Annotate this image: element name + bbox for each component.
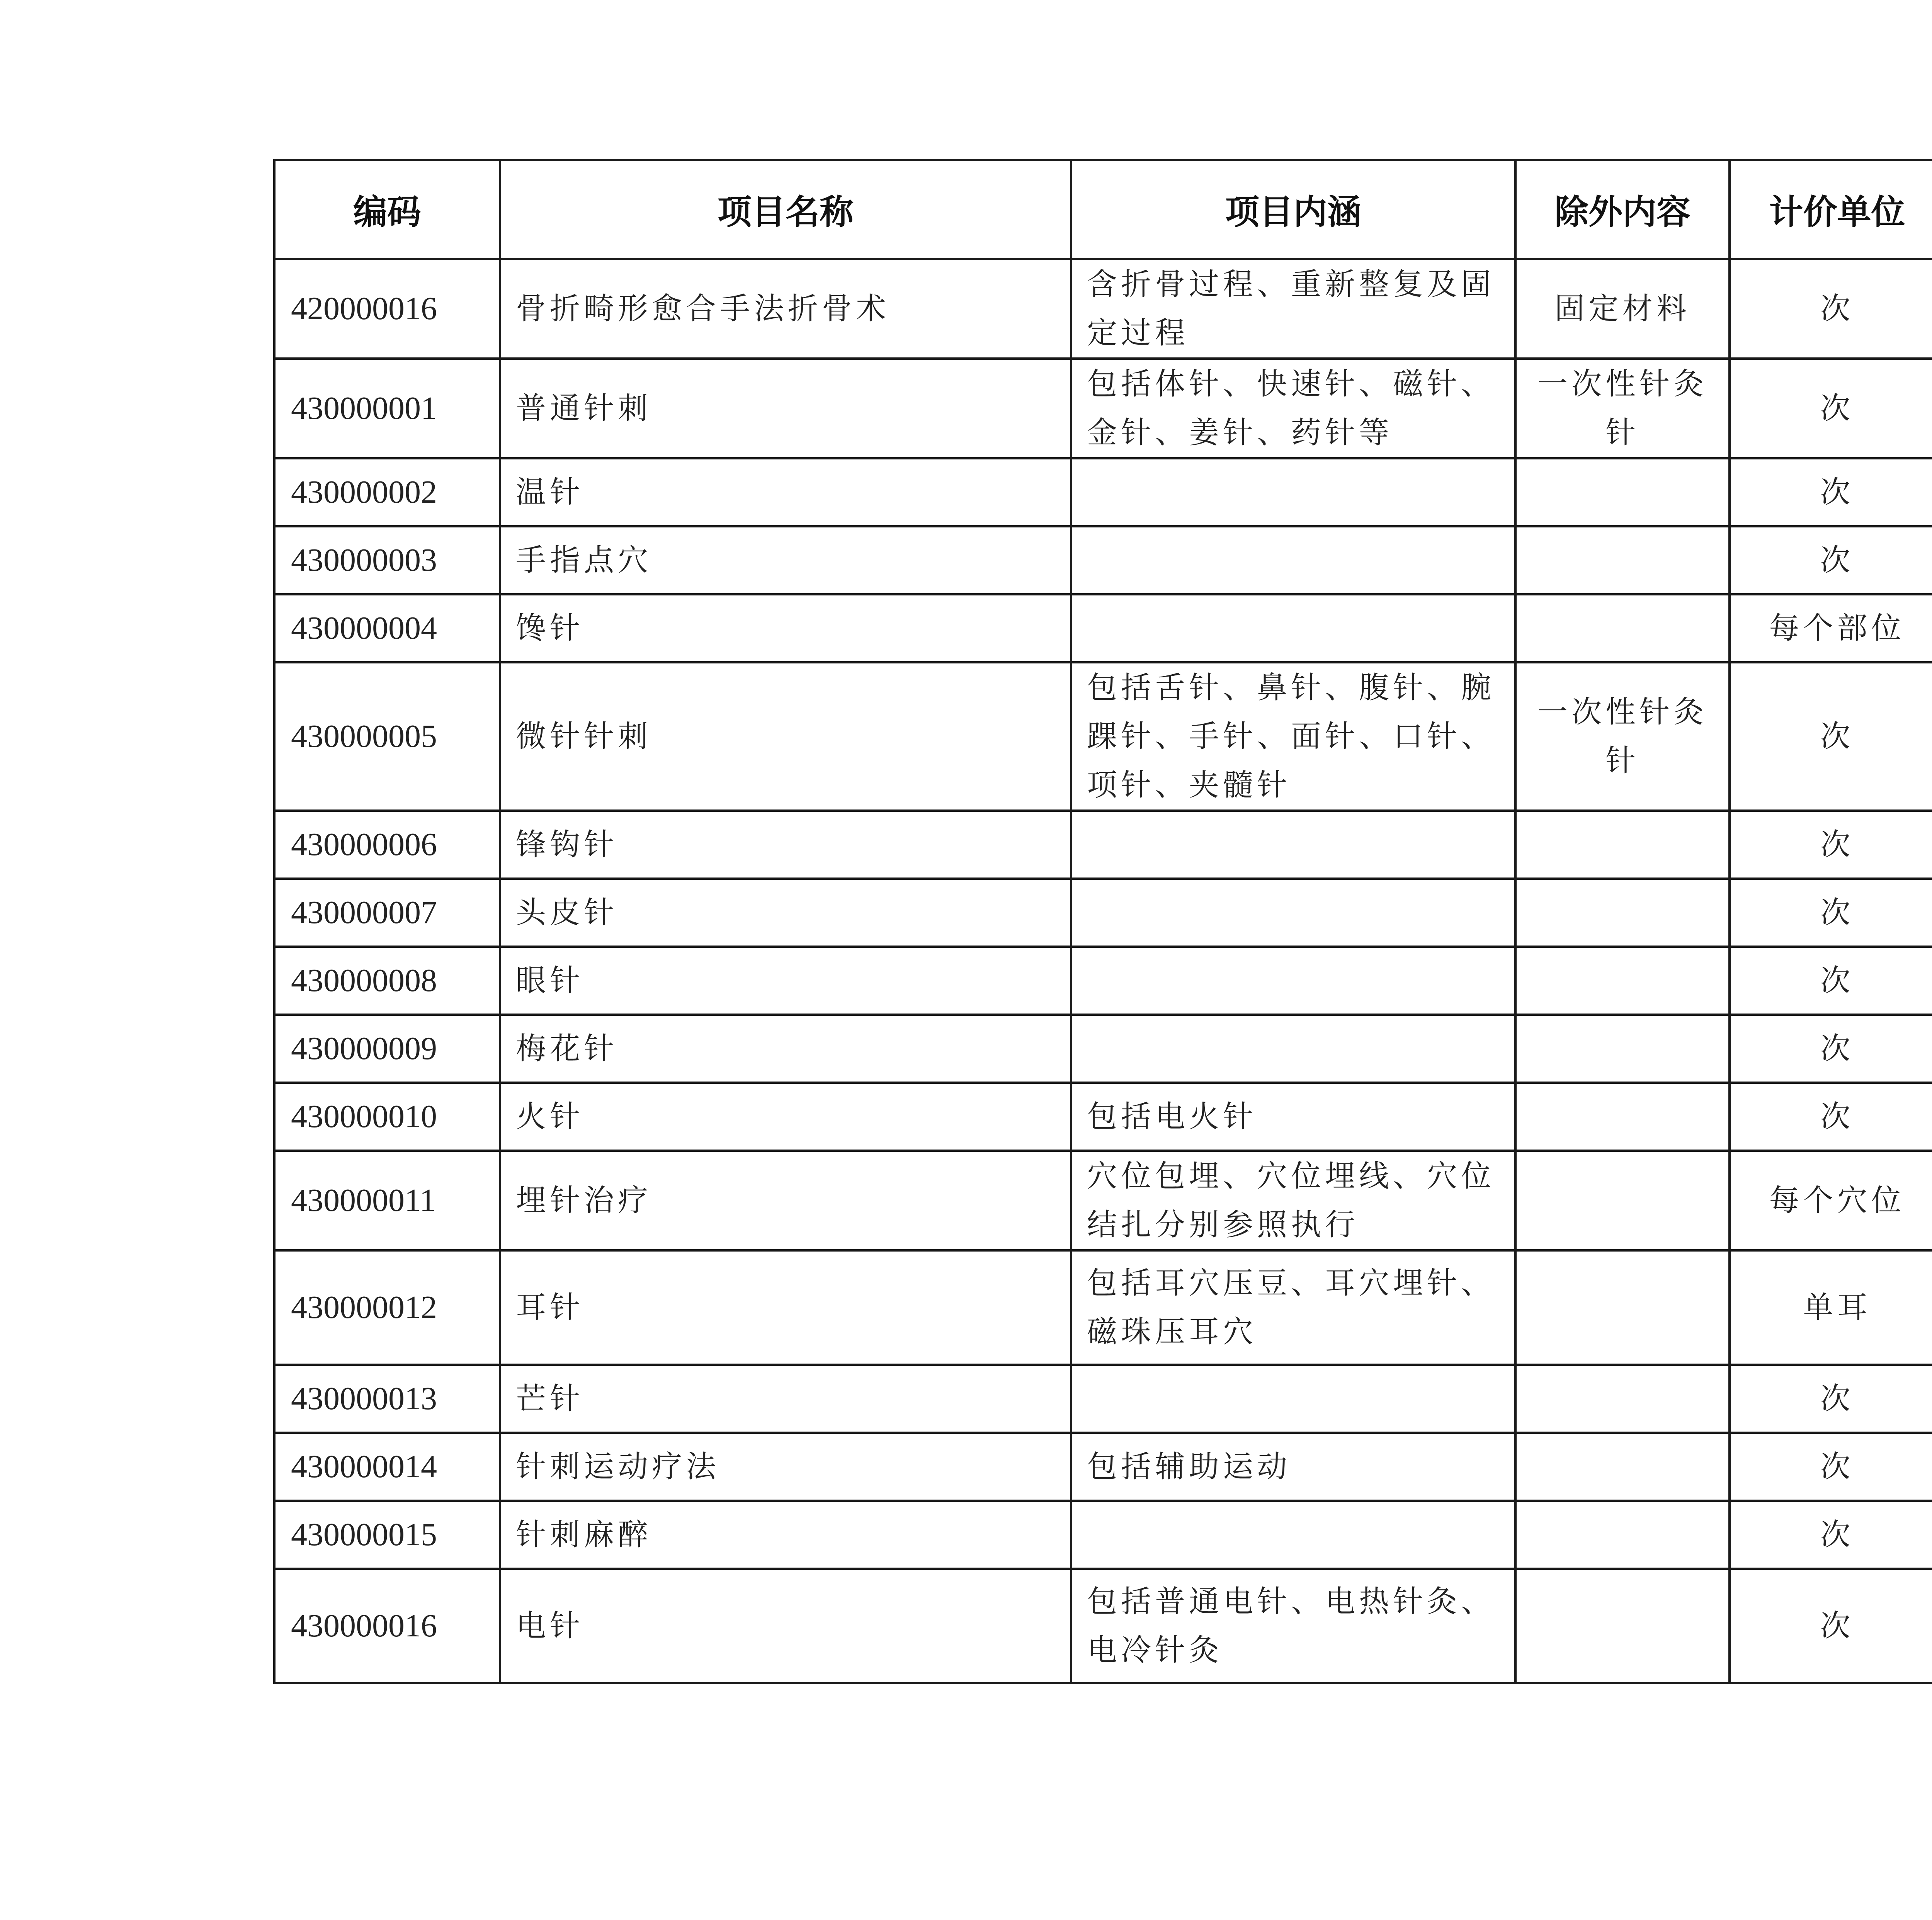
cell-excluded [1515,1433,1730,1501]
table-row [274,1015,1932,1083]
cell-code: 430000003 [274,526,500,594]
table-row [274,594,1932,662]
table-row [274,662,1932,811]
cell-content [1071,811,1515,879]
cell-unit: 次 [1730,1365,1932,1433]
cell-code: 420000016 [274,259,500,359]
cell-code: 430000014 [274,1433,500,1501]
cell-code: 430000016 [274,1569,500,1683]
cell-code: 430000008 [274,947,500,1015]
cell-name: 芒针 [500,1365,1071,1433]
cell-unit: 次 [1730,1083,1932,1151]
cell-content [1071,1015,1515,1083]
table-row [274,1501,1932,1569]
cell-code: 430000001 [274,359,500,458]
cell-content [1071,458,1515,526]
cell-unit: 次 [1730,662,1932,811]
cell-excluded [1515,1501,1730,1569]
cell-content [1071,947,1515,1015]
cell-name: 锋钩针 [500,811,1071,879]
cell-name: 头皮针 [500,879,1071,947]
cell-unit: 次 [1730,458,1932,526]
table-row [274,1569,1932,1683]
cell-unit: 次 [1730,1015,1932,1083]
cell-excluded [1515,1250,1730,1365]
cell-unit: 次 [1730,1501,1932,1569]
cell-name: 耳针 [500,1250,1071,1365]
cell-code: 430000004 [274,594,500,662]
cell-excluded [1515,811,1730,879]
cell-name: 手指点穴 [500,526,1071,594]
cell-excluded [1515,1151,1730,1250]
cell-content: 包括普通电针、电热针灸、电冷针灸 [1071,1569,1515,1683]
cell-excluded [1515,947,1730,1015]
cell-unit: 次 [1730,359,1932,458]
cell-excluded [1515,458,1730,526]
cell-content [1071,594,1515,662]
cell-content [1071,526,1515,594]
table-row [274,259,1932,359]
table-row [274,1151,1932,1250]
cell-unit: 次 [1730,1569,1932,1683]
cell-code: 430000006 [274,811,500,879]
cell-unit: 每个部位 [1730,594,1932,662]
cell-name: 针刺麻醉 [500,1501,1071,1569]
table-row [274,1083,1932,1151]
cell-excluded: 一次性针灸针 [1515,662,1730,811]
cell-code: 430000007 [274,879,500,947]
header-excluded: 除外内容 [1515,160,1730,259]
cell-content [1071,1365,1515,1433]
header-name: 项目名称 [500,160,1071,259]
table-row [274,1433,1932,1501]
cell-name: 温针 [500,458,1071,526]
cell-code: 430000009 [274,1015,500,1083]
cell-excluded [1515,594,1730,662]
cell-content [1071,1501,1515,1569]
cell-name: 馋针 [500,594,1071,662]
cell-content: 包括舌针、鼻针、腹针、腕踝针、手针、面针、口针、项针、夹髓针 [1071,662,1515,811]
header-code: 编码 [274,160,500,259]
cell-excluded [1515,1365,1730,1433]
cell-content [1071,879,1515,947]
cell-excluded: 固定材料 [1515,259,1730,359]
cell-unit: 次 [1730,526,1932,594]
cell-unit: 单耳 [1730,1250,1932,1365]
cell-unit: 次 [1730,879,1932,947]
cell-content: 包括电火针 [1071,1083,1515,1151]
cell-content: 包括耳穴压豆、耳穴埋针、磁珠压耳穴 [1071,1250,1515,1365]
cell-content: 包括体针、快速针、磁针、金针、姜针、药针等 [1071,359,1515,458]
cell-unit: 次 [1730,259,1932,359]
header-unit: 计价单位 [1730,160,1932,259]
cell-code: 430000011 [274,1151,500,1250]
cell-name: 火针 [500,1083,1071,1151]
cell-excluded [1515,526,1730,594]
medical-service-price-table [273,159,1932,1684]
cell-unit: 次 [1730,947,1932,1015]
price-table-sheet [273,159,1932,1684]
cell-unit: 次 [1730,1433,1932,1501]
cell-unit: 次 [1730,811,1932,879]
cell-excluded [1515,1569,1730,1683]
table-row [274,811,1932,879]
cell-code: 430000012 [274,1250,500,1365]
cell-name: 电针 [500,1569,1071,1683]
table-row [274,1250,1932,1365]
cell-unit: 每个穴位 [1730,1151,1932,1250]
cell-name: 微针针刺 [500,662,1071,811]
cell-code: 430000002 [274,458,500,526]
cell-code: 430000010 [274,1083,500,1151]
cell-code: 430000015 [274,1501,500,1569]
cell-excluded [1515,1083,1730,1151]
table-row [274,947,1932,1015]
table-header-row [274,160,1932,259]
cell-code: 430000005 [274,662,500,811]
cell-name: 梅花针 [500,1015,1071,1083]
cell-content: 穴位包埋、穴位埋线、穴位结扎分别参照执行 [1071,1151,1515,1250]
cell-content: 包括辅助运动 [1071,1433,1515,1501]
header-content: 项目内涵 [1071,160,1515,259]
cell-excluded [1515,879,1730,947]
table-row [274,1365,1932,1433]
cell-name: 针刺运动疗法 [500,1433,1071,1501]
table-row [274,526,1932,594]
cell-name: 骨折畸形愈合手法折骨术 [500,259,1071,359]
table-row [274,359,1932,458]
cell-name: 埋针治疗 [500,1151,1071,1250]
cell-code: 430000013 [274,1365,500,1433]
cell-excluded [1515,1015,1730,1083]
cell-name: 普通针刺 [500,359,1071,458]
cell-excluded: 一次性针灸针 [1515,359,1730,458]
table-row [274,458,1932,526]
cell-name: 眼针 [500,947,1071,1015]
cell-content: 含折骨过程、重新整复及固定过程 [1071,259,1515,359]
table-row [274,879,1932,947]
